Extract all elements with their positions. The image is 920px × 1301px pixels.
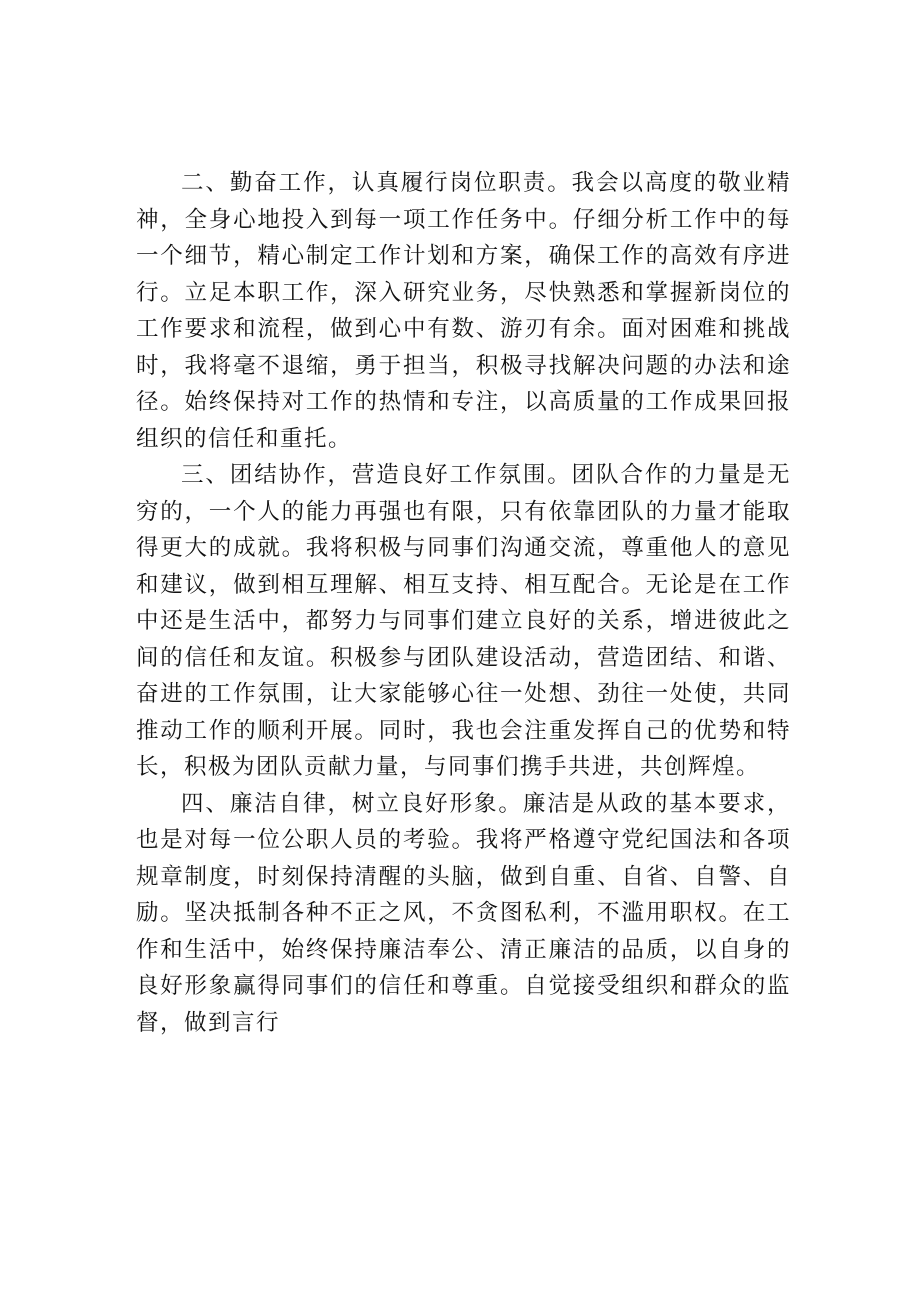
paragraph-integrity: 四、廉洁自律，树立良好形象。廉洁是从政的基本要求，也是对每一位公职人员的考验。我将严格遵守党纪国法和各项规章制度，时刻保持清醒的头脑，做到自重、自省、自警、自励。坚决抵制各种不正之风，不贪图私利，不滥用职权。在工作和生活中，始终保持廉洁奉公、清正廉洁的品质，以自身的良好形象赢得同事们的信任和尊重。自觉接受组织和群众的监督，做到言行 [136, 790, 791, 1036]
paragraph-duty: 二、勤奋工作，认真履行岗位职责。我会以高度的敬业精神，全身心地投入到每一项工作任务中。仔细分析工作中的每一个细节，精心制定工作计划和方案，确保工作的高效有序进行。立足本职工作，深入研究业务，尽快熟悉和掌握新岗位的工作要求和流程，做到心中有数、游刃有余。面对困难和挑战时，我将毫不退缩，勇于担当，积极寻找解决问题的办法和途径。始终保持对工作的热情和专注，以高质量的工作成果回报组织的信任和重托。 [136, 170, 791, 452]
document-body [136, 165, 791, 1041]
paragraph-teamwork: 三、团结协作，营造良好工作氛围。团队合作的力量是无穷的，一个人的能力再强也有限，只有依靠团队的力量才能取得更大的成就。我将积极与同事们沟通交流，尊重他人的意见和建议，做到相互理解、相互支持、相互配合。无论是在工作中还是生活中，都努力与同事们建立良好的关系，增进彼此之间的信任和友谊。积极参与团队建设活动，营造团结、和谐、奋进的工作氛围，让大家能够心往一处想、劲往一处使，共同推动工作的顺利开展。同时，我也会注重发挥自己的优势和特长，积极为团队贡献力量，与同事们携手共进，共创辉煌。 [136, 462, 791, 780]
